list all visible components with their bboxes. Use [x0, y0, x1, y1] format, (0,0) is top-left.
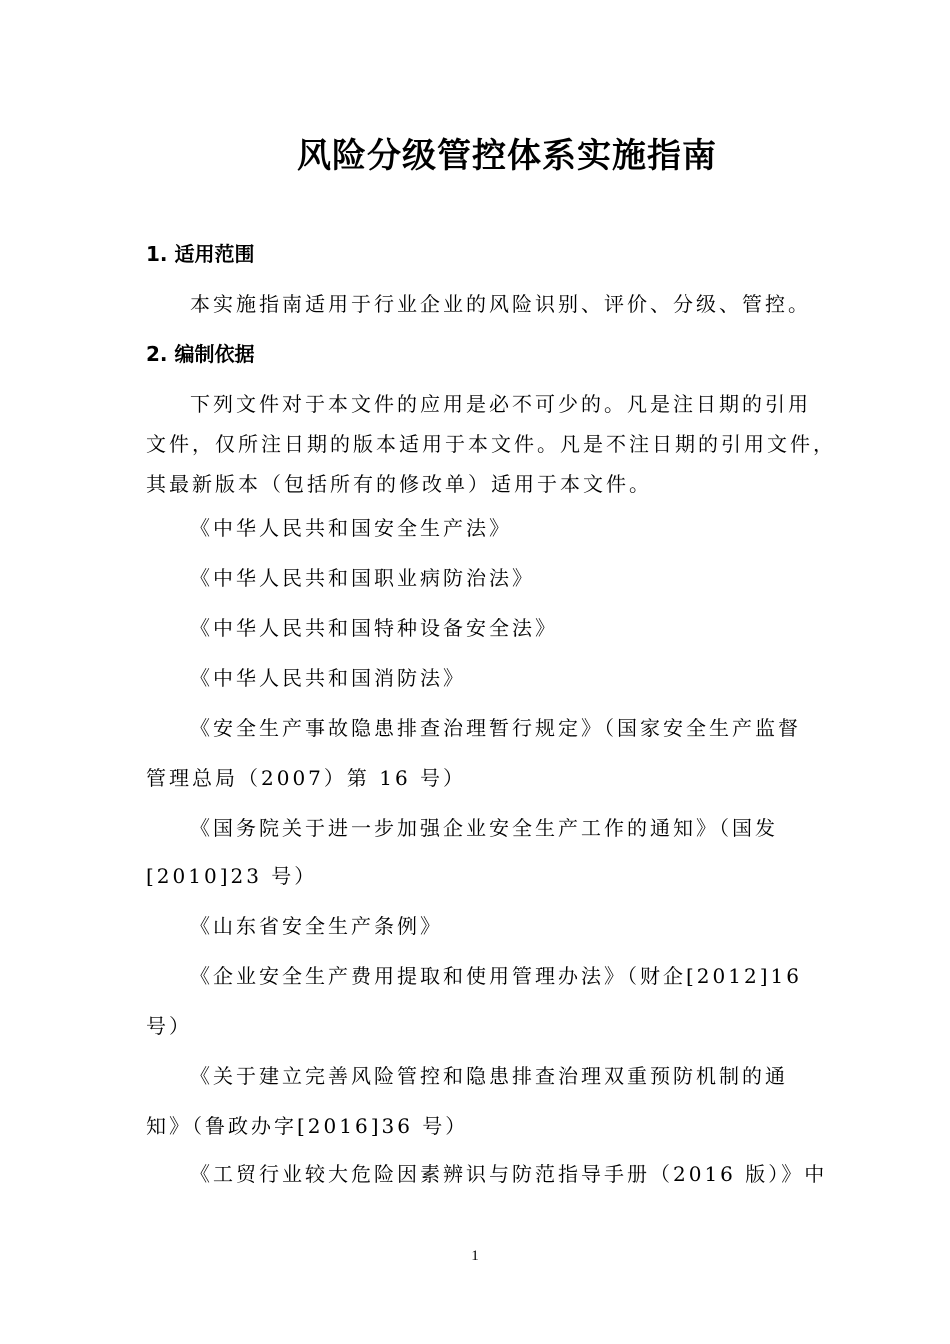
reference-item: 《关于建立完善风险管控和隐患排查治理双重预防机制的通	[190, 1064, 788, 1088]
reference-item: 《中华人民共和国特种设备安全法》	[190, 616, 558, 640]
reference-item: 《国务院关于进一步加强企业安全生产工作的通知》（国发	[190, 816, 778, 840]
section-heading-basis: 2. 编制依据	[146, 342, 255, 366]
reference-item: 《工贸行业较大危险因素辨识与防范指导手册（2016 版）》中	[190, 1162, 828, 1186]
reference-item: 《中华人民共和国安全生产法》	[190, 516, 512, 540]
reference-item-continued: 知》（鲁政办字[2016]36 号）	[146, 1114, 469, 1138]
paragraph-line: 本实施指南适用于行业企业的风险识别、评价、分级、管控。	[190, 292, 811, 316]
page-number: 1	[471, 1248, 479, 1264]
paragraph-line: 其最新版本（包括所有的修改单）适用于本文件。	[146, 472, 652, 496]
reference-item-continued: 管理总局（2007）第 16 号）	[146, 766, 467, 790]
reference-item-continued: 号）	[146, 1014, 192, 1038]
reference-item: 《企业安全生产费用提取和使用管理办法》（财企[2012]16	[190, 964, 802, 988]
reference-item-continued: [2010]23 号）	[146, 864, 318, 888]
paragraph-line: 文件，仅所注日期的版本适用于本文件。凡是不注日期的引用文件，	[146, 432, 836, 456]
paragraph-line: 下列文件对于本文件的应用是必不可少的。凡是注日期的引用	[190, 392, 811, 416]
document-title: 风险分级管控体系实施指南	[297, 136, 717, 176]
reference-item: 《山东省安全生产条例》	[190, 914, 443, 938]
reference-item: 《安全生产事故隐患排查治理暂行规定》（国家安全生产监督	[190, 716, 801, 740]
reference-item: 《中华人民共和国职业病防治法》	[190, 566, 535, 590]
reference-item: 《中华人民共和国消防法》	[190, 666, 466, 690]
section-heading-scope: 1. 适用范围	[146, 242, 255, 266]
